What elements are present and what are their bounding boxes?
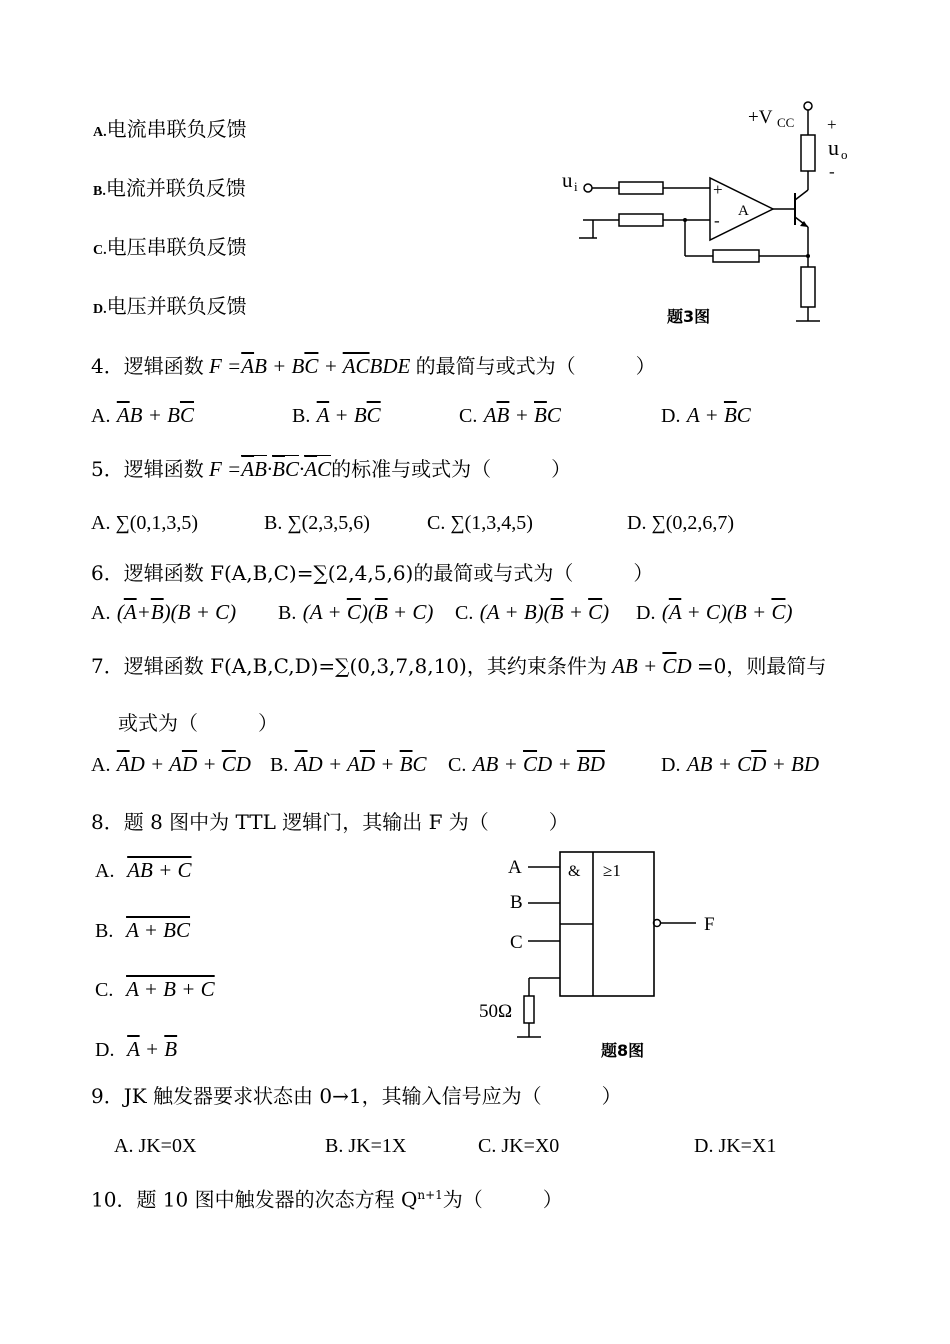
- svg-text:+V: +V: [748, 107, 773, 128]
- q3-option-d: D.电压并联负反馈: [93, 294, 247, 318]
- q9-stem: 9．JK 触发器要求状态由 0→1，其输入信号应为（ ）: [91, 1084, 622, 1108]
- svg-text:+: +: [827, 115, 837, 134]
- q5-option-b: B. ∑(2,3,5,6): [264, 512, 370, 534]
- svg-text:u: u: [562, 168, 573, 192]
- q7-option-a: A. $\overline{A}D + A\overline{D} + \overline{C}D$: [91, 752, 251, 776]
- svg-text:CC: CC: [777, 115, 795, 130]
- q6-option-c: C. $(A + B)(\overline{B} + \overline{C})$: [455, 600, 610, 624]
- q6-option-b: B. $(A + \overline{C})(\overline{B} + C)$: [278, 600, 434, 624]
- q7-option-b: B. $\overline{A}D + A\overline{D} + \overline{B}C$: [270, 752, 427, 776]
- q7-stem: 7．逻辑函数 F(A,B,C,D)=∑(0,3,7,8,10)，其约束条件为 AB + $\overline{C}D =0$，则最简与: [91, 654, 827, 678]
- q8-stem: 8．题 8 图中为 TTL 逻辑门，其输出 F 为（ ）: [91, 810, 569, 834]
- q7-constraint: AB + $\overline{C}D$: [606, 654, 697, 678]
- svg-text:o: o: [841, 147, 848, 162]
- svg-text:&: &: [568, 863, 581, 880]
- q8-option-a: A. AB + C: [95, 858, 192, 882]
- q9-option-a: A. JK=0X: [114, 1135, 197, 1157]
- q6-option-d: D. $(\overline{A} + C)(B + \overline{C})$: [636, 600, 793, 624]
- q5-option-c: C. ∑(1,3,4,5): [427, 512, 533, 534]
- q3-option-a: A.电流串联负反馈: [93, 117, 247, 141]
- svg-text:A: A: [508, 857, 522, 878]
- q4-stem: 4．逻辑函数 $F =\overline{A}B + B\overline{C} + \overline{AC}BDE$ 的最简与或式为（ ）: [91, 354, 656, 378]
- q3-option-b: B.电流并联负反馈: [93, 176, 246, 200]
- q6-option-a: A. $(\overline{A}+\overline{B})(B + C)$: [91, 600, 237, 624]
- svg-text:-: -: [714, 211, 720, 230]
- svg-text:i: i: [574, 179, 578, 194]
- q8-figure-caption: 题8图: [601, 1041, 645, 1060]
- q3-figure-caption: 题3图: [667, 307, 711, 326]
- q3-option-c: C.电压串联负反馈: [93, 235, 247, 259]
- q5-stem: 5．逻辑函数 $F =\overline{A}B\cdot\overline{B}C\cdot\overline{A}C$的标准与或式为（ ）: [91, 457, 572, 481]
- svg-text:A: A: [738, 203, 749, 219]
- q8-option-d: D. $\overline{A} + \overline{B}$: [95, 1037, 178, 1061]
- q4-option-a: A. $\overline{A}B + B\overline{C}$: [91, 403, 194, 427]
- q4-option-b: B. $\overline{A} + B\overline{C}$: [292, 403, 381, 427]
- q8-option-b: B. A + BC: [95, 918, 191, 942]
- q8-gate-figure: [470, 845, 730, 1045]
- q4-function: $F =\overline{A}B + B\overline{C} + \overline{AC}BDE$: [203, 354, 416, 378]
- q3-circuit-figure: [555, 95, 875, 330]
- q5-option-d: D. ∑(0,2,6,7): [627, 512, 735, 534]
- svg-text:50Ω: 50Ω: [479, 1001, 513, 1022]
- svg-text:-: -: [829, 162, 835, 181]
- q4-option-d: D. $A + \overline{B}C$: [661, 403, 751, 427]
- svg-text:+: +: [713, 180, 723, 199]
- q5-function: $F =\overline{A}B\cdot\overline{B}C\cdot\overline{A}C$: [203, 457, 332, 481]
- q9-option-d: D. JK=X1: [694, 1135, 777, 1157]
- q7-option-c: C. AB + $\overline{C}D + \overline{BD}$: [448, 752, 605, 776]
- q4-option-c: C. $A\overline{B} + \overline{B}C$: [459, 403, 561, 427]
- q5-option-a: A. ∑(0,1,3,5): [91, 512, 199, 534]
- q9-option-b: B. JK=1X: [325, 1135, 407, 1157]
- svg-text:≥1: ≥1: [603, 861, 621, 880]
- q8-option-c: C. A + B + C: [95, 977, 215, 1001]
- q10-stem: 10．题 10 图中触发器的次态方程 $Q^{n+1}$为（ ）: [91, 1187, 563, 1212]
- svg-text:F: F: [704, 914, 715, 935]
- svg-text:B: B: [510, 892, 523, 913]
- q9-option-c: C. JK=X0: [478, 1135, 560, 1157]
- svg-text:C: C: [510, 932, 523, 953]
- svg-text:u: u: [828, 135, 839, 160]
- q7-stem-line2: 或式为（ ）: [118, 711, 278, 735]
- q6-stem: 6．逻辑函数 F(A,B,C)=∑(2,4,5,6)的最简或与式为（ ）: [91, 561, 654, 585]
- q7-option-d: D. AB + $C\overline{D}$ + BD: [661, 752, 819, 776]
